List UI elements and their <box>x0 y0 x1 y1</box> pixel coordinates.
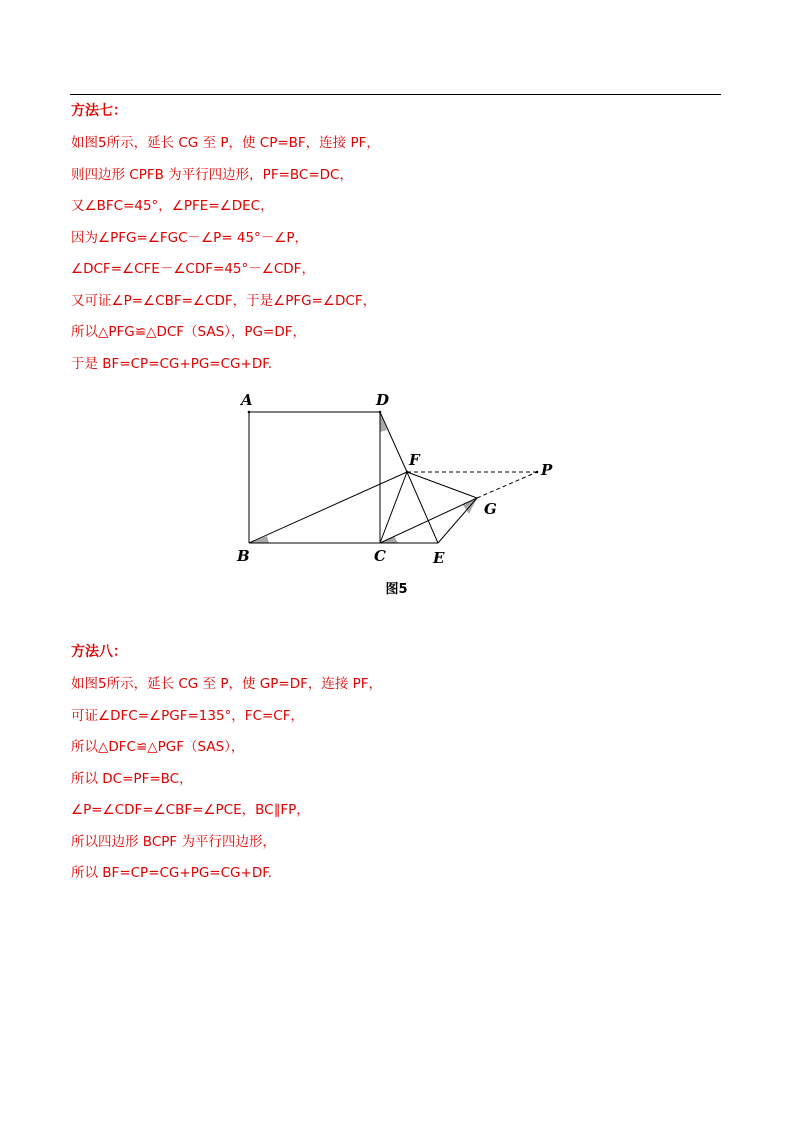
label-d: D <box>376 391 390 409</box>
method-7-line-5: ∠DCF=∠CFE－∠CDF=45°－∠CDF， <box>71 261 315 277</box>
label-a: A <box>241 391 253 409</box>
label-f: F <box>409 451 420 469</box>
method-7-line-7: 所以△PFG≌△DCF（SAS），PG=DF， <box>71 324 306 340</box>
point-a <box>248 411 251 414</box>
method-8-line-7: 所以 BF=CP=CG+PG=CG+DF. <box>71 865 273 881</box>
label-g: G <box>484 500 497 518</box>
point-f <box>406 471 409 474</box>
header-rule <box>70 94 721 95</box>
point-d <box>379 411 382 414</box>
method-7-line-8: 于是 BF=CP=CG+PG=CG+DF. <box>71 355 273 372</box>
label-c: C <box>374 547 386 565</box>
method-8-line-3: 所以△DFC≌△PGF（SAS）， <box>71 739 245 755</box>
point-p <box>536 471 539 474</box>
method-7-line-2: 则四边形 CPFB 为平行四边形，PF=BC=DC， <box>71 166 353 183</box>
method-8-line-5: ∠P=∠CDF=∠CBF=∠PCE，BC∥FP， <box>71 802 310 818</box>
segment-bf <box>249 472 407 543</box>
segment-fe <box>407 472 438 543</box>
geometry-figure <box>225 388 565 570</box>
segment-fg <box>407 472 477 498</box>
method-8-line-1: 如图5所示，延长 CG 至 P，使 GP=DF，连接 PF， <box>71 676 383 692</box>
method-7-heading: 方法七： <box>71 103 127 119</box>
method-7-line-4: 因为∠PFG=∠FGC－∠P= 45°－∠P， <box>71 229 309 246</box>
segment-eg <box>438 498 477 543</box>
label-e: E <box>433 549 445 567</box>
method-8-section <box>71 642 721 883</box>
method-8-heading: 方法八： <box>71 644 127 660</box>
label-b: B <box>237 547 250 565</box>
segment-gp-dashed <box>477 472 537 498</box>
method-7-line-6: 又可证∠P=∠CBF=∠CDF，于是∠PFG=∠DCF， <box>71 292 377 309</box>
method-8-line-6: 所以四边形 BCPF 为平行四边形， <box>71 833 276 850</box>
segment-df <box>380 412 407 472</box>
figure-caption: 图5 <box>385 582 408 597</box>
method-8-line-4: 所以 DC=PF=BC， <box>71 770 193 787</box>
method-8-line-2: 可证∠DFC=∠PGF=135°，FC=CF， <box>71 707 304 724</box>
method-7-line-1: 如图5所示，延长 CG 至 P，使 CP=BF，连接 PF， <box>71 135 380 151</box>
method-7-line-3: 又∠BFC=45°，∠PFE=∠DEC， <box>71 198 274 214</box>
label-p: P <box>541 461 553 479</box>
method-7-section <box>71 101 721 374</box>
